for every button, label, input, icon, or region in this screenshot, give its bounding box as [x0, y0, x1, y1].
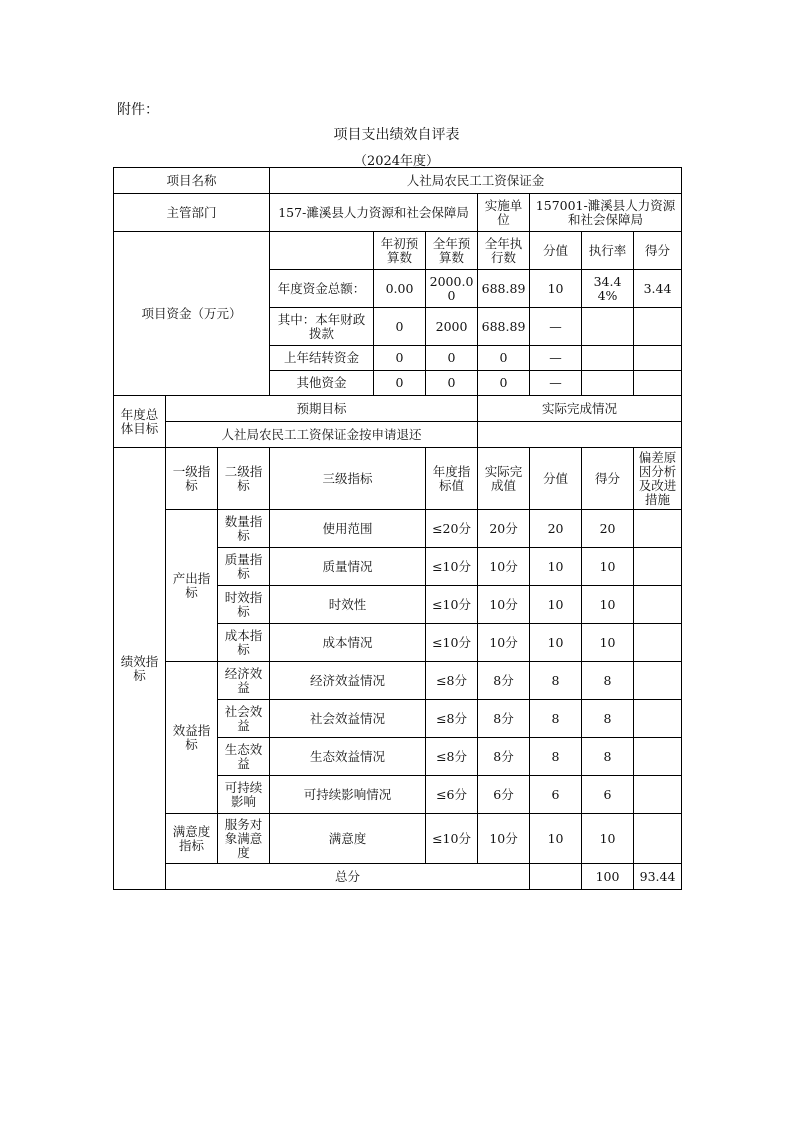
goal-row	[114, 422, 682, 448]
perf-actual: 20分	[478, 510, 530, 548]
funds-row-name: 上年结转资金	[270, 346, 374, 371]
perf-target: ≤10分	[426, 548, 478, 586]
perf-got: 8	[582, 662, 634, 700]
funds-header-cell: 年初预算数	[374, 232, 426, 270]
project-name-label: 项目名称	[114, 168, 270, 194]
funds-cell: 34.44%	[582, 270, 634, 308]
perf-got: 10	[582, 586, 634, 624]
perf-score: 8	[530, 700, 582, 738]
funds-cell: —	[530, 371, 582, 396]
perf-l2: 社会效益	[218, 700, 270, 738]
attachment-label: 附件：	[117, 102, 159, 118]
perf-l2: 生态效益	[218, 738, 270, 776]
funds-cell: 2000.00	[426, 270, 478, 308]
year-subtitle: （2024年度）	[353, 154, 440, 169]
funds-header-cell: 执行率	[582, 232, 634, 270]
perf-actual: 10分	[478, 548, 530, 586]
funds-header-cell: 全年预算数	[426, 232, 478, 270]
perf-l2: 数量指标	[218, 510, 270, 548]
impl-unit-value: 157001-濉溪县人力资源和社会保障局	[530, 194, 682, 232]
perf-target: ≤8分	[426, 700, 478, 738]
perf-l3: 成本情况	[270, 624, 426, 662]
funds-cell	[634, 308, 682, 346]
funds-header-blank	[270, 232, 374, 270]
total-label: 总分	[166, 864, 530, 890]
perf-note	[634, 814, 682, 864]
perf-score: 8	[530, 738, 582, 776]
perf-actual: 8分	[478, 700, 530, 738]
perf-note	[634, 624, 682, 662]
perf-l2: 经济效益	[218, 662, 270, 700]
perf-target: ≤20分	[426, 510, 478, 548]
total-got: 93.44	[634, 864, 682, 890]
funds-row-name: 年度资金总额：	[270, 270, 374, 308]
funds-row-name: 其他资金	[270, 371, 374, 396]
perf-group-name: 效益指标	[166, 662, 218, 814]
goal-expected-label: 预期目标	[166, 396, 478, 422]
perf-actual: 10分	[478, 586, 530, 624]
perf-group-name: 产出指标	[166, 510, 218, 662]
perf-l3: 经济效益情况	[270, 662, 426, 700]
perf-target: ≤10分	[426, 624, 478, 662]
perf-note	[634, 662, 682, 700]
perf-got: 20	[582, 510, 634, 548]
perf-actual: 10分	[478, 624, 530, 662]
perf-row	[114, 662, 682, 700]
perf-actual: 10分	[478, 814, 530, 864]
project-name-row	[114, 168, 682, 194]
perf-l2: 成本指标	[218, 624, 270, 662]
perf-row	[114, 814, 682, 864]
funds-cell: 0.00	[374, 270, 426, 308]
funds-cell: 0	[374, 308, 426, 346]
perf-score: 8	[530, 662, 582, 700]
perf-note	[634, 700, 682, 738]
perf-got: 6	[582, 776, 634, 814]
total-row	[114, 864, 682, 890]
self-evaluation-table	[113, 167, 682, 890]
perf-header-cell: 实际完成值	[478, 448, 530, 510]
perf-header-cell: 二级指标	[218, 448, 270, 510]
perf-score: 10	[530, 548, 582, 586]
funds-cell: 0	[374, 371, 426, 396]
perf-note	[634, 738, 682, 776]
funds-cell	[582, 308, 634, 346]
perf-header-cell: 一级指标	[166, 448, 218, 510]
perf-note	[634, 776, 682, 814]
total-score: 100	[582, 864, 634, 890]
goal-actual-label: 实际完成情况	[478, 396, 682, 422]
dept-label: 主管部门	[114, 194, 270, 232]
funds-cell: 0	[478, 371, 530, 396]
perf-score: 10	[530, 814, 582, 864]
perf-score: 10	[530, 586, 582, 624]
page-title: 项目支出绩效自评表	[333, 127, 460, 143]
project-name-value: 人社局农民工工资保证金	[270, 168, 682, 194]
perf-target: ≤8分	[426, 662, 478, 700]
perf-note	[634, 548, 682, 586]
perf-got: 8	[582, 738, 634, 776]
funds-header-cell: 分值	[530, 232, 582, 270]
dept-value: 157-濉溪县人力资源和社会保障局	[270, 194, 478, 232]
perf-target: ≤10分	[426, 814, 478, 864]
perf-got: 8	[582, 700, 634, 738]
perf-l3: 满意度	[270, 814, 426, 864]
perf-actual: 6分	[478, 776, 530, 814]
perf-l3: 质量情况	[270, 548, 426, 586]
funds-cell: 688.89	[478, 270, 530, 308]
funds-cell: 2000	[426, 308, 478, 346]
perf-l3: 生态效益情况	[270, 738, 426, 776]
perf-l2: 可持续影响	[218, 776, 270, 814]
funds-header-cell: 得分	[634, 232, 682, 270]
funds-cell: 688.89	[478, 308, 530, 346]
funds-cell	[582, 371, 634, 396]
funds-cell: 3.44	[634, 270, 682, 308]
funds-header-row	[114, 232, 682, 270]
perf-target: ≤6分	[426, 776, 478, 814]
perf-row	[114, 510, 682, 548]
goal-label: 年度总体目标	[114, 396, 166, 448]
perf-l2: 质量指标	[218, 548, 270, 586]
funds-cell: 0	[426, 371, 478, 396]
perf-l3: 可持续影响情况	[270, 776, 426, 814]
funds-cell: —	[530, 346, 582, 371]
perf-label: 绩效指标	[114, 448, 166, 890]
perf-score: 20	[530, 510, 582, 548]
perf-header-cell: 偏差原因分析及改进措施	[634, 448, 682, 510]
perf-score: 6	[530, 776, 582, 814]
perf-group-name: 满意度指标	[166, 814, 218, 864]
perf-header-cell: 年度指标值	[426, 448, 478, 510]
funds-cell: 0	[478, 346, 530, 371]
funds-cell	[634, 371, 682, 396]
funds-label: 项目资金（万元）	[114, 232, 270, 396]
goal-header-row	[114, 396, 682, 422]
perf-note	[634, 510, 682, 548]
funds-row-name: 其中：本年财政拨款	[270, 308, 374, 346]
funds-cell: —	[530, 308, 582, 346]
perf-target: ≤8分	[426, 738, 478, 776]
perf-header-row	[114, 448, 682, 510]
perf-l3: 社会效益情况	[270, 700, 426, 738]
total-blank	[530, 864, 582, 890]
perf-header-cell: 三级指标	[270, 448, 426, 510]
perf-l2: 时效指标	[218, 586, 270, 624]
funds-cell	[582, 346, 634, 371]
perf-actual: 8分	[478, 738, 530, 776]
perf-got: 10	[582, 814, 634, 864]
perf-header-cell: 分值	[530, 448, 582, 510]
perf-got: 10	[582, 624, 634, 662]
funds-cell	[634, 346, 682, 371]
perf-target: ≤10分	[426, 586, 478, 624]
funds-cell: 10	[530, 270, 582, 308]
dept-row	[114, 194, 682, 232]
perf-l3: 使用范围	[270, 510, 426, 548]
perf-l3: 时效性	[270, 586, 426, 624]
perf-note	[634, 586, 682, 624]
funds-cell: 0	[374, 346, 426, 371]
perf-header-cell: 得分	[582, 448, 634, 510]
funds-cell: 0	[426, 346, 478, 371]
impl-unit-label: 实施单位	[478, 194, 530, 232]
perf-got: 10	[582, 548, 634, 586]
goal-actual-value	[478, 422, 682, 448]
perf-score: 10	[530, 624, 582, 662]
goal-expected-value: 人社局农民工工资保证金按申请退还	[166, 422, 478, 448]
perf-l2: 服务对象满意度	[218, 814, 270, 864]
funds-header-cell: 全年执行数	[478, 232, 530, 270]
perf-actual: 8分	[478, 662, 530, 700]
